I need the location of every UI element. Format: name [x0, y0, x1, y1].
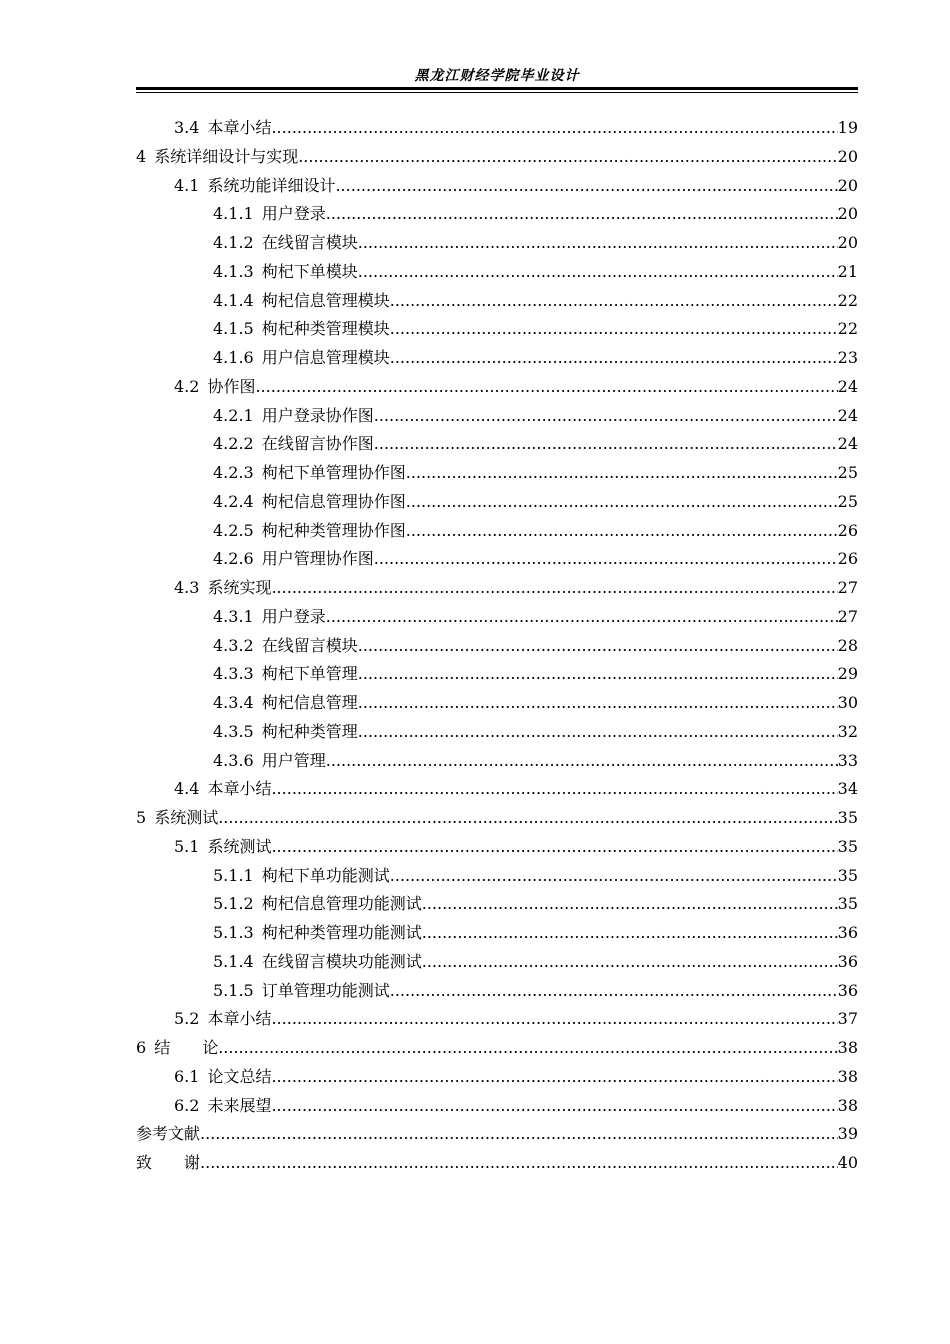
toc-dot-leader: [255, 373, 837, 402]
toc-entry-number: 5: [136, 808, 147, 827]
toc-entry-title: 结 论: [154, 1038, 219, 1057]
toc-entry-number: 4.3.1: [213, 606, 254, 626]
toc-dot-leader: [406, 459, 838, 488]
toc-entry-title: 用户管理协作图: [261, 549, 374, 569]
toc-entry-page: 32: [837, 721, 858, 741]
toc-entry[interactable]: [136, 200, 858, 229]
toc-entry-number: 6: [136, 1038, 147, 1057]
toc-dot-leader: [358, 718, 838, 747]
toc-entry-page: 23: [837, 348, 858, 367]
toc-entry-page: 37: [837, 1009, 858, 1029]
toc-entry-number: 3.4: [174, 118, 200, 137]
toc-dot-leader: [358, 660, 838, 689]
toc-entry-number: 4.2.6: [213, 549, 254, 569]
toc-dot-leader: [271, 1005, 837, 1034]
toc-entry-number: 4.3.3: [213, 664, 254, 684]
toc-entry-page: 24: [837, 434, 858, 454]
header-rule-thick: [136, 87, 858, 90]
toc-dot-leader: [358, 689, 838, 718]
toc-entry-title: 枸杞信息管理: [261, 693, 358, 712]
toc-entry-number: 4.1.2: [213, 233, 254, 252]
toc-dot-leader: [406, 488, 838, 517]
toc-entry-page: 24: [837, 376, 858, 396]
toc-entry-page: 39: [837, 1124, 858, 1144]
toc-entry[interactable]: [136, 1149, 858, 1178]
toc-entry[interactable]: [136, 1092, 858, 1121]
toc-entry[interactable]: [136, 172, 858, 201]
toc-entry-number: 4.2.3: [213, 463, 254, 482]
toc-entry[interactable]: [136, 517, 858, 546]
toc-entry-page: 21: [837, 261, 858, 281]
toc-entry-number: 4.2.2: [213, 434, 254, 454]
toc-entry[interactable]: [136, 689, 858, 718]
toc-entry-page: 28: [837, 635, 858, 655]
toc-entry-title: 枸杞下单模块: [261, 261, 358, 281]
toc-dot-leader: [390, 315, 838, 344]
toc-dot-leader: [374, 545, 838, 574]
toc-entry-title: 系统测试: [154, 808, 219, 827]
toc-entry-title: 枸杞信息管理功能测试: [261, 894, 422, 914]
toc-entry[interactable]: [136, 1034, 858, 1063]
toc-dot-leader: [422, 890, 838, 919]
toc-entry-number: 4.1.5: [213, 319, 254, 339]
toc-entry-number: 4.2.1: [213, 405, 254, 425]
toc-entry[interactable]: [136, 143, 858, 172]
toc-entry[interactable]: [136, 258, 858, 287]
toc-entry-page: 20: [837, 233, 858, 252]
toc-entry[interactable]: [136, 545, 858, 574]
toc-dot-leader: [358, 229, 838, 258]
toc-entry-number: 4.3.6: [213, 750, 254, 770]
toc-entry-title: 系统测试: [207, 836, 272, 856]
toc-entry-number: 4.1.3: [213, 261, 254, 281]
toc-entry[interactable]: [136, 775, 858, 804]
toc-entry-title: 用户登录: [261, 204, 326, 224]
toc-dot-leader: [271, 574, 837, 603]
toc-entry[interactable]: [136, 833, 858, 862]
toc-entry-number: 4.3.4: [213, 693, 254, 712]
toc-entry-title: 系统实现: [207, 578, 272, 597]
toc-entry-page: 38: [837, 1095, 858, 1115]
toc-entry-page: 20: [837, 175, 858, 195]
toc-dot-leader: [422, 919, 838, 948]
toc-entry-title: 论文总结: [207, 1066, 272, 1086]
toc-entry[interactable]: [136, 459, 858, 488]
toc-dot-leader: [200, 1120, 838, 1149]
toc-entry-page: 27: [837, 606, 858, 626]
toc-entry-title: 在线留言模块功能测试: [261, 951, 422, 971]
toc-entry-number: 4.3.5: [213, 721, 254, 741]
toc-entry-page: 40: [837, 1153, 858, 1172]
toc-entry-page: 35: [837, 808, 858, 827]
header-rule-thin: [136, 92, 858, 93]
toc-entry-page: 26: [837, 520, 858, 540]
toc-entry-page: 30: [837, 693, 858, 712]
toc-entry-page: 29: [837, 664, 858, 684]
toc-entry[interactable]: [136, 1063, 858, 1092]
toc-entry-number: 5.1: [174, 836, 200, 856]
toc-entry-page: 38: [837, 1066, 858, 1086]
toc-dot-leader: [326, 200, 838, 229]
toc-entry-title: 枸杞种类管理模块: [261, 319, 390, 339]
toc-entry[interactable]: [136, 948, 858, 977]
toc-entry-number: 4.1.4: [213, 290, 254, 310]
toc-entry-title: 用户登录协作图: [261, 405, 374, 425]
toc-entry-page: 27: [837, 578, 858, 597]
toc-dot-leader: [271, 114, 837, 143]
toc-entry-page: 36: [837, 980, 858, 1000]
toc-entry[interactable]: [136, 804, 858, 833]
toc-dot-leader: [298, 143, 837, 172]
toc-entry[interactable]: [136, 632, 858, 661]
toc-entry-page: 22: [837, 319, 858, 339]
toc-entry-number: 4.3: [174, 578, 200, 597]
toc-entry-page: 36: [837, 923, 858, 942]
toc-entry-page: 20: [837, 204, 858, 224]
toc-entry-page: 34: [837, 779, 858, 799]
toc-entry[interactable]: [136, 344, 858, 373]
toc-entry-number: 4.1.6: [213, 348, 254, 367]
toc-entry[interactable]: [136, 287, 858, 316]
toc-entry-page: 25: [837, 491, 858, 511]
toc-dot-leader: [200, 1149, 838, 1178]
toc-entry-page: 35: [837, 836, 858, 856]
toc-entry-page: 24: [837, 405, 858, 425]
toc-entry[interactable]: [136, 1120, 858, 1149]
toc-entry-title: 参考文献: [136, 1124, 201, 1144]
toc-dot-leader: [390, 977, 838, 1006]
toc-entry-title: 枸杞种类管理协作图: [261, 520, 406, 540]
toc-dot-leader: [271, 775, 837, 804]
toc-entry-title: 枸杞种类管理功能测试: [261, 923, 422, 942]
toc-entry[interactable]: [136, 890, 858, 919]
toc-entry-title: 在线留言协作图: [261, 434, 374, 454]
toc-entry-number: 4.4: [174, 779, 200, 799]
toc-entry-title: 用户登录: [261, 606, 326, 626]
toc-entry-page: 19: [837, 118, 858, 137]
toc-dot-leader: [326, 603, 838, 632]
toc-entry-page: 22: [837, 290, 858, 310]
toc-entry[interactable]: [136, 718, 858, 747]
toc-entry-title: 枸杞下单管理: [261, 664, 358, 684]
toc-entry-number: 4.2.4: [213, 491, 254, 511]
toc-entry-title: 协作图: [207, 376, 256, 396]
toc-dot-leader: [358, 258, 838, 287]
toc-entry-title: 用户信息管理模块: [261, 348, 390, 367]
toc-entry-title: 本章小结: [207, 779, 272, 799]
toc-entry[interactable]: [136, 373, 858, 402]
toc-entry-number: 5.1.1: [213, 865, 254, 885]
toc-entry-title: 枸杞信息管理协作图: [261, 491, 406, 511]
toc-entry-page: 36: [837, 951, 858, 971]
toc-entry-number: 4.1: [174, 175, 200, 195]
toc-entry-title: 系统详细设计与实现: [154, 146, 299, 166]
toc-entry-number: 4.1.1: [213, 204, 254, 224]
toc-entry-title: 本章小结: [207, 1009, 272, 1029]
toc-entry[interactable]: [136, 603, 858, 632]
toc-entry-number: 5.1.3: [213, 923, 254, 942]
toc-entry-title: 在线留言模块: [261, 635, 358, 655]
toc-entry-title: 订单管理功能测试: [261, 980, 390, 1000]
toc-entry-number: 4: [136, 146, 147, 166]
toc-entry[interactable]: [136, 919, 858, 948]
toc-dot-leader: [218, 804, 837, 833]
toc-entry-title: 枸杞信息管理模块: [261, 290, 390, 310]
toc-entry-page: 33: [837, 750, 858, 770]
toc-dot-leader: [390, 344, 838, 373]
toc-dot-leader: [358, 632, 838, 661]
toc-entry-title: 用户管理: [261, 750, 326, 770]
toc-entry[interactable]: [136, 430, 858, 459]
toc-entry-number: 5.2: [174, 1009, 200, 1029]
toc-entry[interactable]: [136, 114, 858, 143]
toc-entry[interactable]: [136, 402, 858, 431]
toc-entry-title: 在线留言模块: [261, 233, 358, 252]
toc-dot-leader: [422, 948, 838, 977]
toc-entry-number: 5.1.2: [213, 894, 254, 914]
toc-entry-page: 35: [837, 894, 858, 914]
toc-entry[interactable]: [136, 977, 858, 1006]
toc-entry[interactable]: [136, 862, 858, 891]
toc-entry-number: 4.2.5: [213, 520, 254, 540]
toc-entry-page: 25: [837, 463, 858, 482]
toc-entry-title: 枸杞种类管理: [261, 721, 358, 741]
toc-entry-number: 5.1.4: [213, 951, 254, 971]
toc-entry[interactable]: [136, 660, 858, 689]
toc-dot-leader: [406, 517, 838, 546]
toc-entry[interactable]: [136, 574, 858, 603]
toc-dot-leader: [374, 402, 838, 431]
toc-entry-title: 枸杞下单管理协作图: [261, 463, 406, 482]
toc-entry-number: 4.2: [174, 376, 200, 396]
toc-entry-title: 系统功能详细设计: [207, 175, 336, 195]
toc-entry-number: 5.1.5: [213, 980, 254, 1000]
toc-entry[interactable]: [136, 488, 858, 517]
toc-entry-number: 4.3.2: [213, 635, 254, 655]
toc-dot-leader: [271, 1092, 837, 1121]
toc-entry-title: 致 谢: [136, 1153, 201, 1172]
toc-entry-title: 本章小结: [207, 118, 272, 137]
toc-dot-leader: [271, 833, 837, 862]
page-header-title: 黑龙江财经学院毕业设计: [414, 68, 580, 84]
toc-entry-page: 26: [837, 549, 858, 569]
table-of-contents: [136, 114, 858, 1178]
toc-entry[interactable]: [136, 315, 858, 344]
toc-entry-number: 6.2: [174, 1095, 200, 1115]
toc-entry[interactable]: [136, 229, 858, 258]
toc-dot-leader: [218, 1034, 837, 1063]
toc-entry-page: 38: [837, 1038, 858, 1057]
toc-entry-page: 35: [837, 865, 858, 885]
toc-dot-leader: [326, 747, 838, 776]
toc-dot-leader: [390, 287, 838, 316]
toc-dot-leader: [335, 172, 837, 201]
toc-dot-leader: [390, 862, 838, 891]
toc-entry[interactable]: [136, 1005, 858, 1034]
toc-entry-title: 枸杞下单功能测试: [261, 865, 390, 885]
toc-entry-title: 未来展望: [207, 1095, 272, 1115]
toc-dot-leader: [374, 430, 838, 459]
toc-entry-page: 20: [837, 146, 858, 166]
toc-entry-number: 6.1: [174, 1066, 200, 1086]
toc-entry[interactable]: [136, 747, 858, 776]
toc-dot-leader: [271, 1063, 837, 1092]
